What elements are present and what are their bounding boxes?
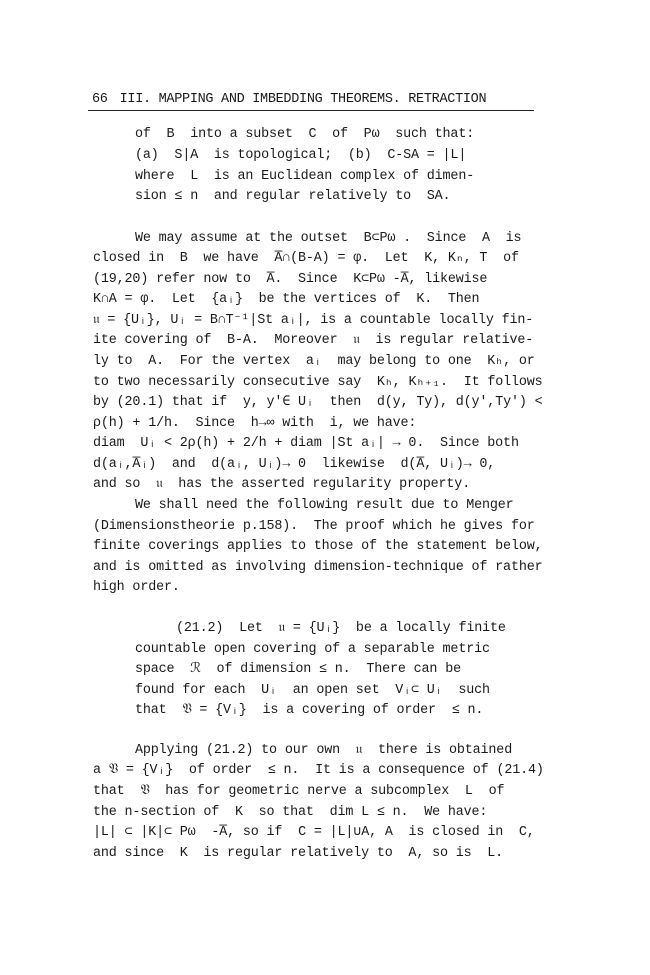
text-line: d(aᵢ,A̅ᵢ) and d(aᵢ, Uᵢ)→ 0 likewise d(A̅, Uᵢ)→ 0, xyxy=(93,457,496,472)
text-line: and so 𝔲 has the asserted regularity property. xyxy=(93,477,471,492)
text-line: 𝔲 = {Uᵢ}, Uᵢ = B∩T⁻¹|St aᵢ|, is a countable locally fin- xyxy=(93,313,534,328)
page-number: 66 xyxy=(92,92,108,107)
text-line: found for each Uᵢ an open set Vᵢ⊂ Uᵢ such xyxy=(135,683,490,698)
text-line: by (20.1) that if y, y'∈ Uᵢ then d(y, Ty), d(y',Ty') < xyxy=(93,395,543,410)
text-line: of B into a subset C of Pω such that: xyxy=(135,127,475,142)
text-line: We shall need the following result due to Menger xyxy=(135,498,514,513)
text-line: and is omitted as involving dimension-technique of rather xyxy=(93,560,543,575)
text-line: where L is an Euclidean complex of dimen- xyxy=(135,169,475,184)
text-line: finite coverings applies to those of the statement below, xyxy=(93,539,543,554)
text-line: to two necessarily consecutive say Kₕ, Kₕ₊₁. It follows xyxy=(93,375,543,390)
text-line: (19,20) refer now to A̅. Since K⊂Pω -A̅, likewise xyxy=(93,272,488,287)
running-header xyxy=(92,92,532,107)
text-line: that 𝔙 has for geometric nerve a subcomplex L of xyxy=(93,784,505,799)
text-line: Applying (21.2) to our own 𝔲 there is obtained xyxy=(135,743,513,758)
text-line: |L| ⊂ |K|⊂ Pω -A̅, so if C = |L|∪A, A is closed in C, xyxy=(93,825,535,840)
running-title: III. MAPPING AND IMBEDDING THEOREMS. RETRACTION xyxy=(119,92,487,107)
text-line: sion ≤ n and regular relatively to SA. xyxy=(135,189,451,204)
header-rule xyxy=(88,110,534,111)
text-line: (a) S|A is topological; (b) C-SA = |L| xyxy=(135,148,467,163)
text-line: ρ(h) + 1/h. Since h→∞ with i, we have: xyxy=(93,416,417,431)
text-line: high order. xyxy=(93,580,180,595)
text-line: (Dimensionstheorie p.158). The proof which he gives for xyxy=(93,519,535,534)
text-line: countable open covering of a separable metric xyxy=(135,642,490,657)
text-line: We may assume at the outset B⊂Pω . Since A is xyxy=(135,231,522,246)
text-line: space ℛ of dimension ≤ n. There can be xyxy=(135,662,461,677)
text-line: closed in B we have A̅∩(B-A) = φ. Let K, Kₙ, T of xyxy=(93,251,519,266)
text-line: that 𝔙 = {Vᵢ} is a covering of order ≤ n. xyxy=(135,703,484,718)
text-line: a 𝔙 = {Vᵢ} of order ≤ n. It is a consequence of (21.4) xyxy=(93,763,544,778)
text-line: ite covering of B-A. Moreover 𝔲 is regular relative- xyxy=(93,333,534,348)
text-line: diam Uᵢ < 2ρ(h) + 2/h + diam |St aᵢ| → 0. Since both xyxy=(93,436,519,451)
text-line: the n-section of K so that dim L ≤ n. We have: xyxy=(93,805,488,820)
text-line: (21.2) Let 𝔲 = {Uᵢ} be a locally finite xyxy=(176,621,506,636)
text-line: K∩A = φ. Let {aᵢ} be the vertices of K. Then xyxy=(93,292,480,307)
text-line: ly to A. For the vertex aᵢ may belong to one Kₕ, or xyxy=(93,354,535,369)
text-line: and since K is regular relatively to A, so is L. xyxy=(93,846,504,861)
